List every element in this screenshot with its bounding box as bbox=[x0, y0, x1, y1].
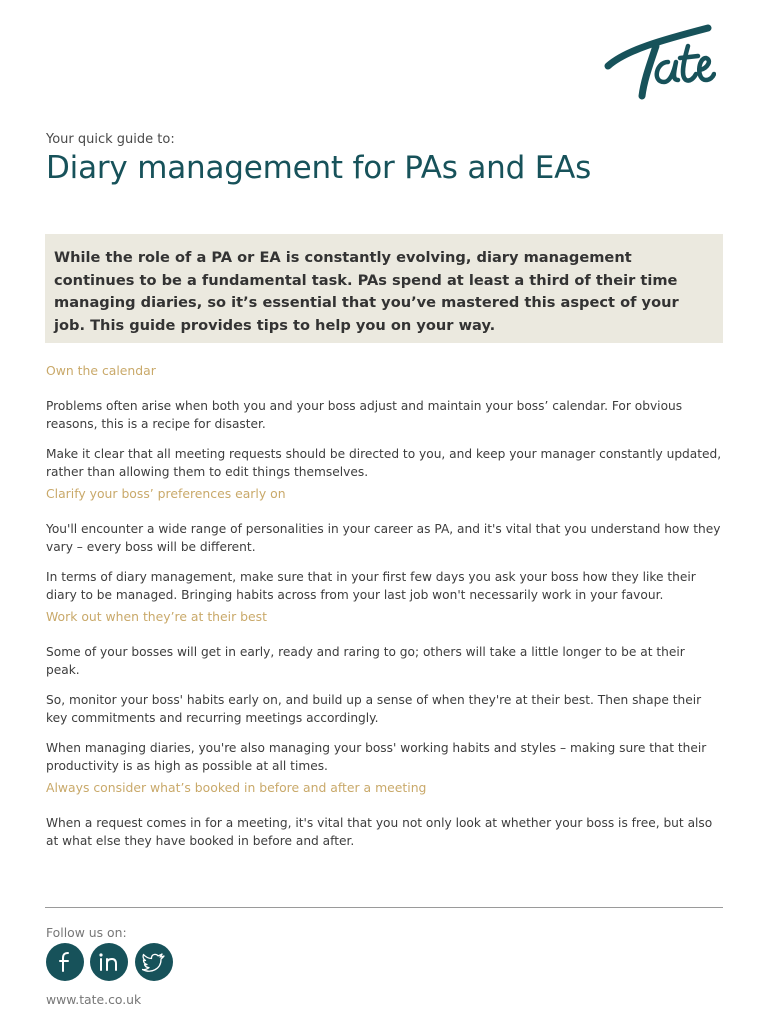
intro-box: While the role of a PA or EA is constantly evolving, diary management continues to be a fundamental task. PAs spend at least a third of their time managing diaries, so it’s essential that you’ve mastered this aspect of your job. This guide provides tips to help you on your way. bbox=[45, 234, 723, 343]
paragraph: When a request comes in for a meeting, it's vital that you not only look at whether your boss is free, but also at what else they have booked in before and after. bbox=[46, 816, 713, 848]
paragraph: Make it clear that all meeting requests should be directed to you, and keep your manager constantly updated, rather than allowing them to edit things themselves. bbox=[46, 447, 722, 479]
paragraph: So, monitor your boss' habits early on, and build up a sense of when they're at their best. Then shape their key commitments and recurring meetings accordingly. bbox=[46, 693, 702, 725]
section-best-time bbox=[46, 608, 722, 775]
linkedin-icon bbox=[98, 952, 120, 972]
follow-label: Follow us on: bbox=[46, 925, 127, 940]
paragraph: In terms of diary management, make sure that in your first few days you ask your boss how they like their diary to be managed. Bringing habits across from your last job won't necessarily work in your favour. bbox=[46, 570, 696, 602]
footer-divider bbox=[45, 907, 723, 908]
section-clarify-preferences bbox=[46, 485, 722, 604]
twitter-icon bbox=[142, 952, 166, 972]
paragraph: You'll encounter a wide range of personalities in your career as PA, and it's vital that you understand how they vary – every boss will be different. bbox=[46, 522, 721, 554]
guide-kicker: Your quick guide to: bbox=[46, 132, 175, 147]
section-before-after bbox=[46, 779, 722, 850]
facebook-icon bbox=[58, 951, 72, 973]
section-heading: Always consider what’s booked in before and after a meeting bbox=[46, 780, 427, 795]
paragraph: Problems often arise when both you and your boss adjust and maintain your boss’ calendar. For obvious reasons, this is a recipe for disaster. bbox=[46, 399, 683, 431]
paragraph: When managing diaries, you're also managing your boss' working habits and styles – making sure that their productivity is as high as possible at all times. bbox=[46, 741, 707, 773]
section-heading: Clarify your boss’ preferences early on bbox=[46, 486, 286, 501]
website-link[interactable]: www.tate.co.uk bbox=[46, 992, 142, 1007]
twitter-button[interactable] bbox=[135, 943, 173, 981]
section-heading: Work out when they’re at their best bbox=[46, 609, 267, 624]
section-own-calendar bbox=[46, 362, 722, 481]
section-heading: Own the calendar bbox=[46, 363, 156, 378]
paragraph: Some of your bosses will get in early, ready and raring to go; others will take a little longer to be at their peak. bbox=[46, 645, 685, 677]
article-body bbox=[46, 362, 722, 862]
tate-logo bbox=[604, 24, 716, 100]
facebook-button[interactable] bbox=[46, 943, 84, 981]
page-title: Diary management for PAs and EAs bbox=[46, 150, 592, 186]
linkedin-button[interactable] bbox=[90, 943, 128, 981]
